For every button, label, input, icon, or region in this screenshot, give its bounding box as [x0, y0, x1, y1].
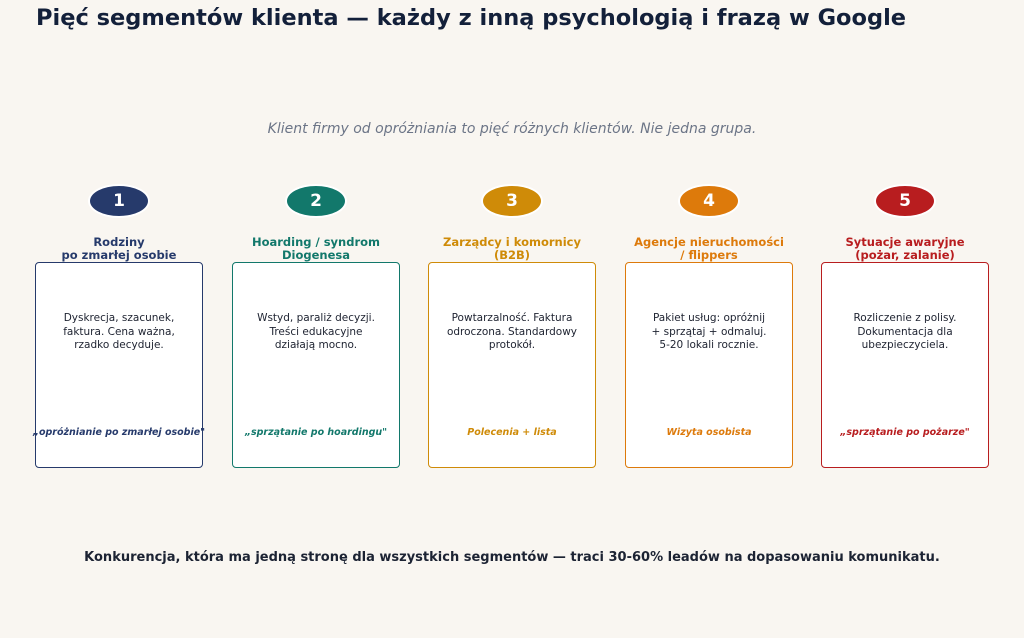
segment-card: [232, 262, 400, 468]
segment-number-badge: 2: [285, 184, 347, 218]
segment-4: [625, 184, 793, 438]
segment-number-badge: 3: [481, 184, 543, 218]
segment-description: Dyskrecja, szacunek, faktura. Cena ważna, rzadko decyduje.: [63, 312, 175, 351]
segment-card: [32, 262, 206, 468]
segment-search-phrase: Wizyta osobista: [666, 427, 752, 438]
segment-card: [821, 262, 989, 468]
segment-search-phrase: „sprzątanie po hoardingu": [244, 427, 388, 438]
segment-search-phrase: „sprzątanie po pożarze": [840, 427, 970, 438]
segment-5: [821, 184, 989, 438]
segment-search-phrase: Polecenia + lista: [467, 427, 557, 438]
segment-description: Rozliczenie z polisy. Dokumentacja dla ubezpieczyciela.: [853, 312, 957, 351]
segment-description: Pakiet usług: opróżnij + sprzątaj + odmaluj. 5-20 lokali rocznie.: [651, 312, 767, 351]
segment-title: Rodziny po zmarłej osobie: [61, 235, 177, 262]
segment-title: Hoarding / syndrom Diogenesa: [251, 235, 381, 262]
segment-1: [32, 184, 206, 438]
segment-card: [625, 262, 793, 468]
segment-3: [428, 184, 596, 438]
segment-title: Zarządcy i komornicy (B2B): [443, 235, 581, 262]
page-title: Pięć segmentów klienta — każdy z inną psychologią i frazą w Google: [36, 5, 907, 31]
segment-number-badge: 1: [88, 184, 150, 218]
segment-title: Agencje nieruchomości / flippers: [634, 235, 784, 262]
segment-description: Powtarzalność. Faktura odroczona. Standardowy protokół.: [446, 312, 578, 351]
segment-description: Wstyd, paraliż decyzji. Treści edukacyjne działają mocno.: [257, 312, 375, 351]
segment-number-badge: 4: [678, 184, 740, 218]
segment-search-phrase: „opróżnianie po zmarłej osobie": [32, 427, 206, 438]
page-subtitle: Klient firmy od opróżniania to pięć różnych klientów. Nie jedna grupa.: [267, 121, 757, 137]
segment-card: [428, 262, 596, 468]
segment-number-badge: 5: [874, 184, 936, 218]
segment-title: Sytuacje awaryjne (pożar, zalanie): [845, 235, 965, 262]
footer-note: Konkurencja, która ma jedną stronę dla wszystkich segmentów — traci 30-60% leadów na dopasowaniu komunikatu.: [84, 550, 940, 565]
segment-2: [232, 184, 400, 438]
